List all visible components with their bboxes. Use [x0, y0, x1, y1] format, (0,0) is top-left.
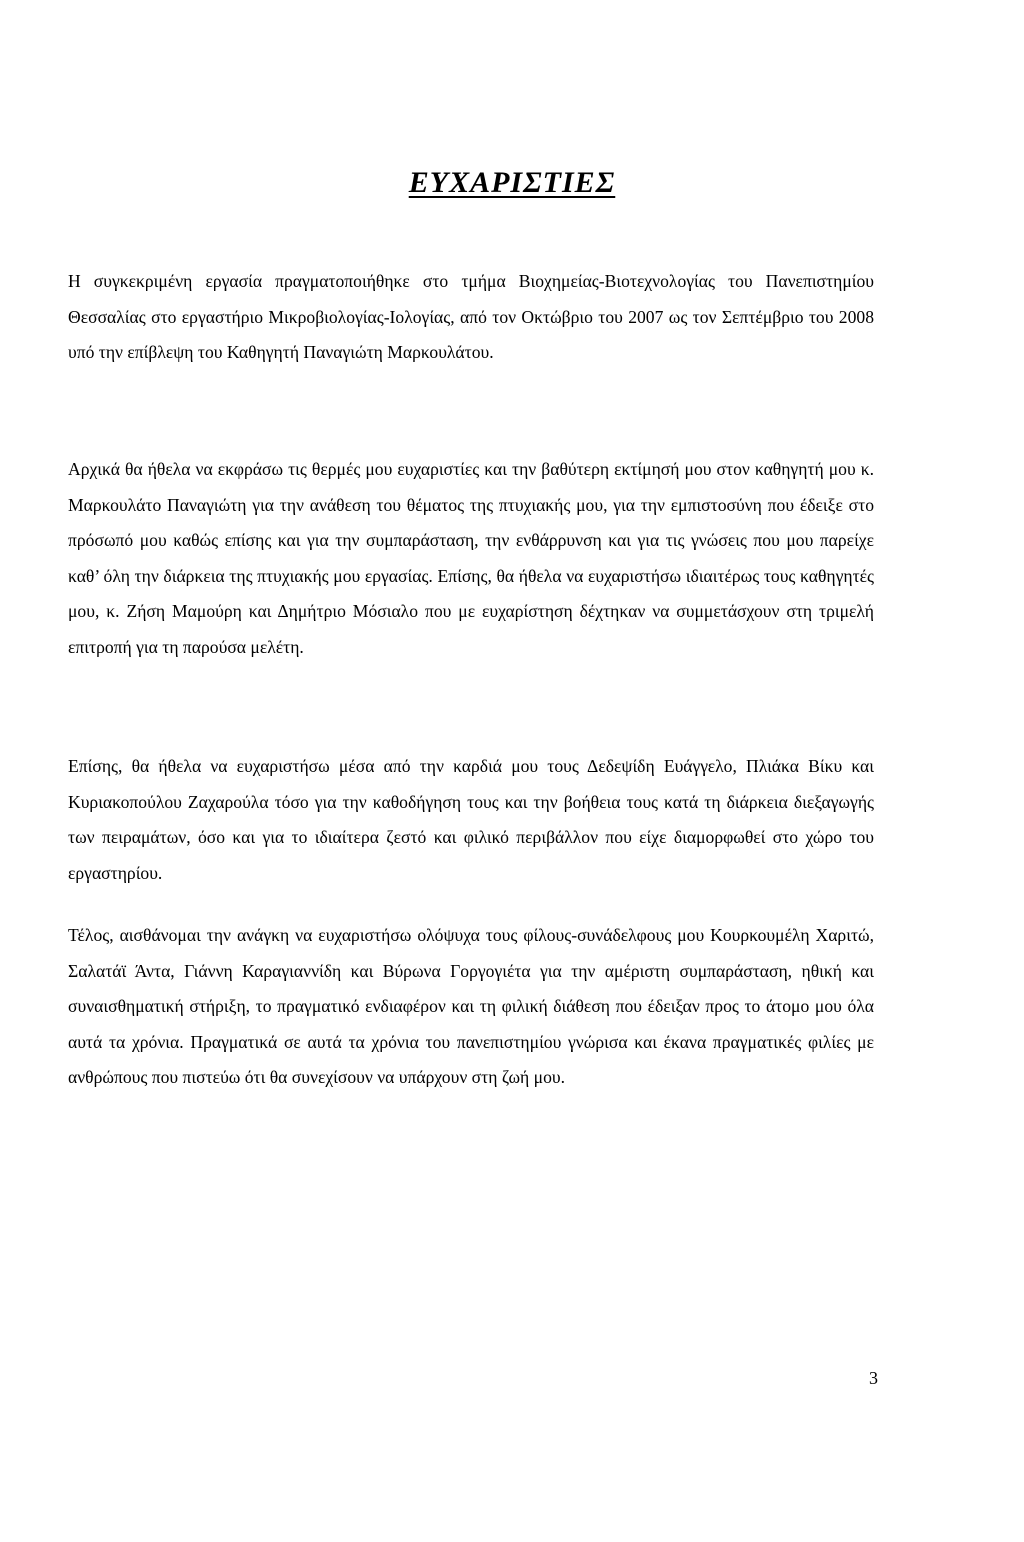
page-number: 3 — [869, 1368, 878, 1388]
page-title: ΕΥΧΑΡΙΣΤΙΕΣ — [408, 166, 616, 199]
paragraph-supervisor-thanks: Αρχικά θα ήθελα να εκφράσω τις θερμές μου ευχαριστίες και την βαθύτερη εκτίμησή μου στον καθηγητή μου κ. Μαρκουλάτο Παναγιώτη για την ανάθεση του θέματος της πτυχιακής μου, για την εμπιστοσύνη που έδειξε στο πρόσωπό μου καθώς επίσης και για την συμπαράσταση, την ενθάρρυνση και για τις γνώσεις που μου παρείχε καθ’ όλη την διάρκεια της πτυχιακής μου εργασίας. Επίσης, θα ήθελα να ευχαριστήσω ιδιαιτέρως τους καθηγητές μου, κ. Ζήση Μαμούρη και Δημήτριο Μόσιαλο που με ευχαρίστηση δέχτηκαν να συμμετάσχουν στη τριμελή επιτροπή για τη παρούσα μελέτη. — [68, 459, 874, 657]
paragraph-lab-thanks: Επίσης, θα ήθελα να ευχαριστήσω μέσα από την καρδιά μου τους Δεδεψίδη Ευάγγελο, Πλιάκα Βίκυ και Κυριακοπούλου Ζαχαρούλα τόσο για την καθοδήγηση τους και την βοήθεια τους κατά τη διάρκεια διεξαγωγής των πειραμάτων, όσο και για το ιδιαίτερα ζεστό και φιλικό περιβάλλον που είχε διαμορφωθεί στο χώρο του εργαστηρίου. — [68, 756, 874, 883]
paragraph-intro: Η συγκεκριμένη εργασία πραγματοποιήθηκε στο τμήμα Βιοχημείας-Βιοτεχνολογίας του Πανεπιστημίου Θεσσαλίας στο εργαστήριο Μικροβιολογίας-Ιολογίας, από τον Οκτώβριο του 2007 ως τον Σεπτέμβριο του 2008 υπό την επίβλεψη του Καθηγητή Παναγιώτη Μαρκουλάτου. — [68, 271, 874, 363]
paragraph-friends-thanks: Τέλος, αισθάνομαι την ανάγκη να ευχαριστήσω ολόψυχα τους φίλους-συνάδελφους μου Κουρκουμέλη Χαριτώ, Σαλατάϊ Άντα, Γιάννη Καραγιαννίδη και Βύρωνα Γοργογιέτα για την αμέριστη συμπαράσταση, ηθική και συναισθηματική στήριξη, το πραγματικό ενδιαφέρον και τη φιλική διάθεση που έδειξαν προς το άτομο μου όλα αυτά τα χρόνια. Πραγματικά σε αυτά τα χρόνια του πανεπιστημίου γνώρισα και έκανα πραγματικές φιλίες με ανθρώπους που πιστεύω ότι θα συνεχίσουν να υπάρχουν στη ζωή μου. — [68, 925, 874, 1088]
